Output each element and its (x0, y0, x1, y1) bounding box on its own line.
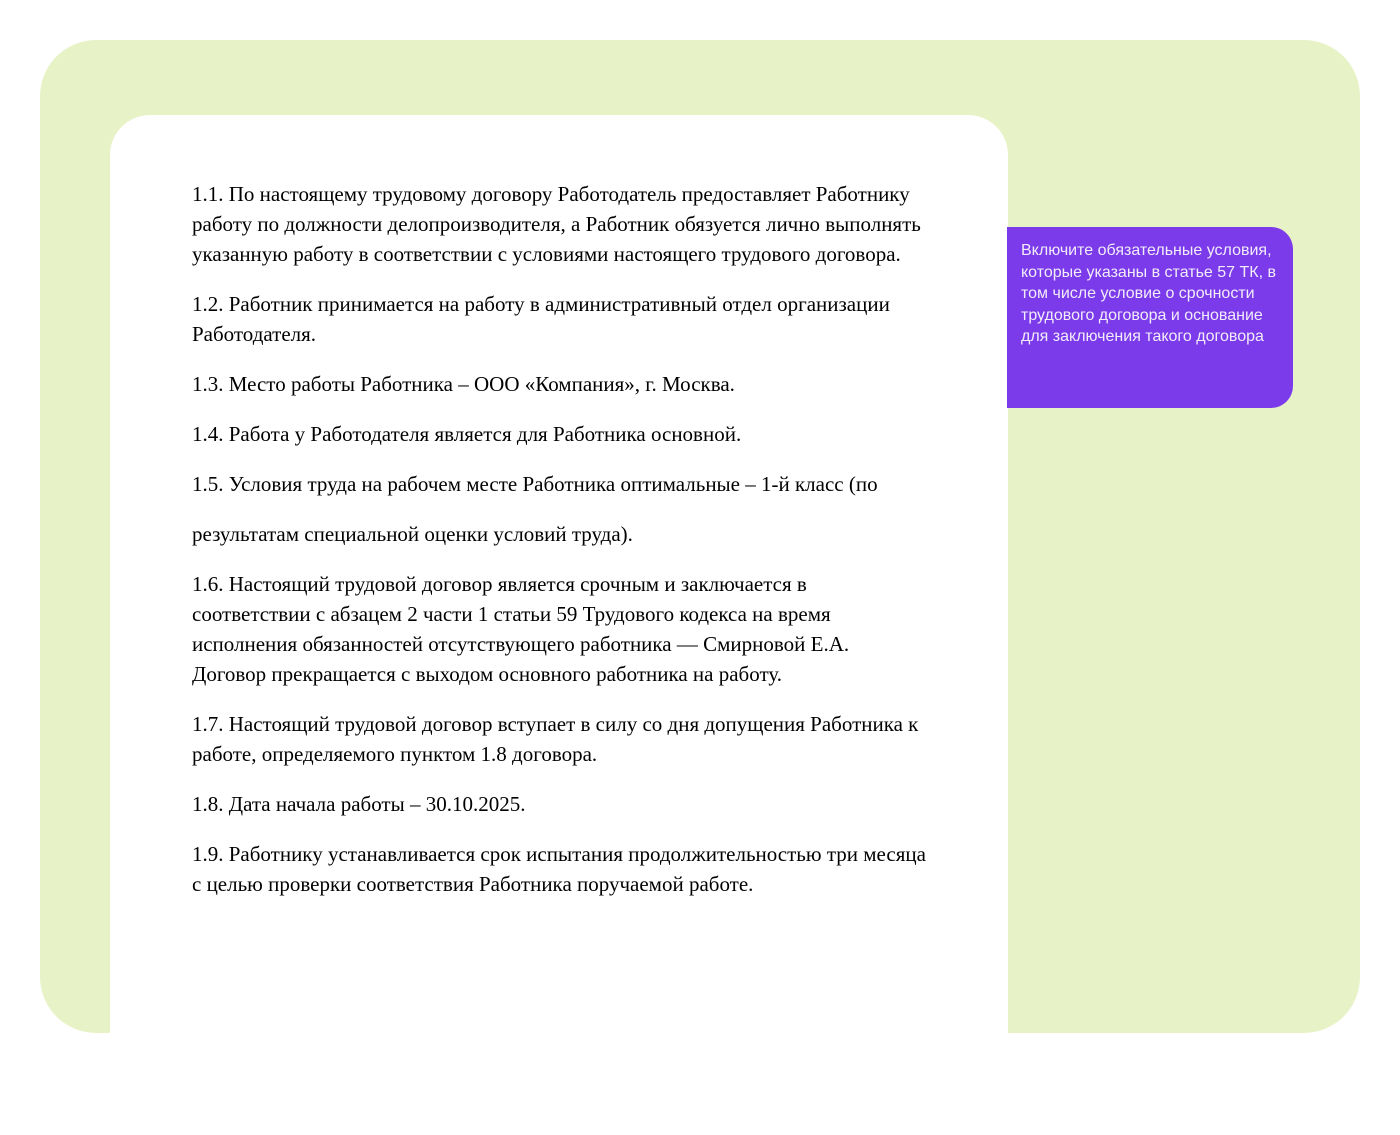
document-card (110, 115, 1008, 1135)
clause-1-3: 1.3. Место работы Работника – ООО «Компания», г. Москва. (192, 372, 735, 396)
annotation-callout (1007, 227, 1293, 408)
clause-1-9: 1.9. Работнику устанавливается срок испытания продолжительностью три месяца с целью проверки соответствия Работника поручаемой работе. (192, 842, 926, 896)
clause-1-2: 1.2. Работник принимается на работу в административный отдел организации Работодателя. (192, 292, 890, 346)
clause-1-5: 1.5. Условия труда на рабочем месте Работника оптимальные – 1-й класс (по (192, 472, 878, 496)
clause-1-8: 1.8. Дата начала работы – 30.10.2025. (192, 792, 526, 816)
annotation-text: Включите обязательные условия, которые указаны в статье 57 ТК, в том числе условие о срочности трудового договора и основание для заключения такого договора (1021, 242, 1276, 345)
clause-1-5-continuation: результатам специальной оценки условий труда). (192, 522, 633, 546)
clause-1-1: 1.1. По настоящему трудовому договору Работодатель предоставляет Работнику работу по должности делопроизводителя, а Работник обязуется лично выполнять указанную работу в соответствии с условиями настоящего трудового договора. (192, 182, 921, 266)
clause-1-6: 1.6. Настоящий трудовой договор является срочным и заключается в соответствии с абзацем 2 части 1 статьи 59 Трудового кодекса на время исполнения обязанностей отсутствующего работника — Смирновой Е.А. Договор прекращается с выходом основного работника на работу. (192, 572, 850, 686)
clause-1-7: 1.7. Настоящий трудовой договор вступает в силу со дня допущения Работника к работе, определяемого пунктом 1.8 договора. (192, 712, 919, 766)
clause-1-4: 1.4. Работа у Работодателя является для Работника основной. (192, 422, 742, 446)
contract-text-block (192, 179, 928, 919)
